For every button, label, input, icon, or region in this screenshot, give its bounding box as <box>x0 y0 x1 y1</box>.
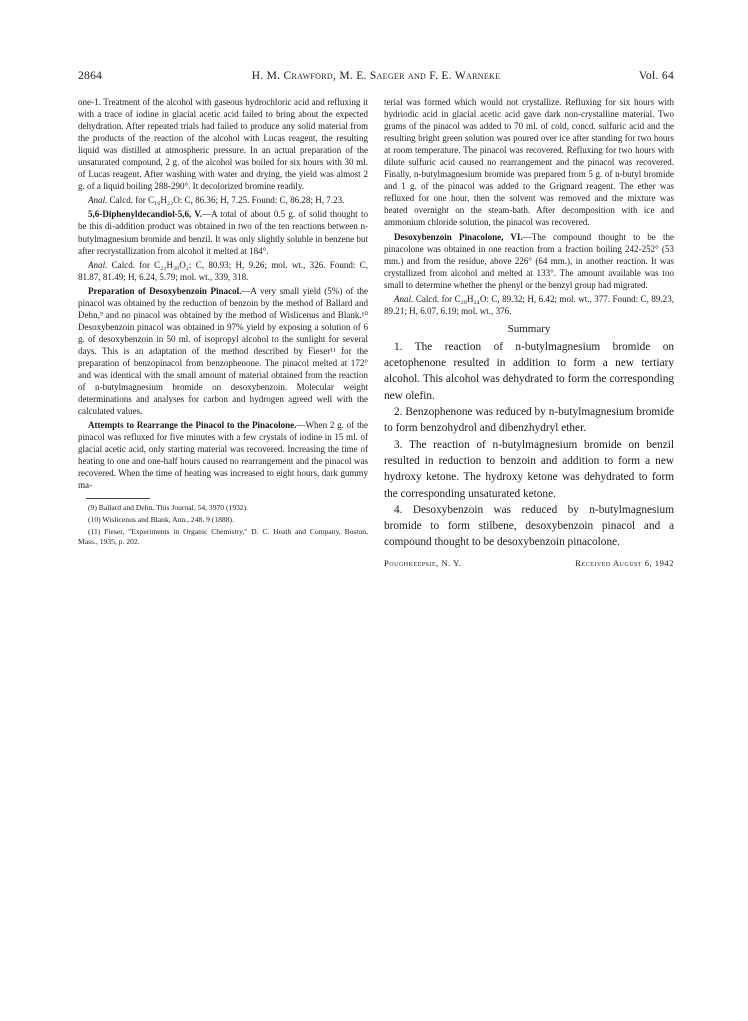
summary-item: 1. The reaction of n-butylmagnesium bromide on acetophenone resulted in addition to form a new tertiary alcohol. This alcohol was dehydrated to form the corresponding new olefin. <box>384 340 674 402</box>
summary-item: 3. The reaction of n-butylmagnesium bromide on benzil resulted in reduction to benzoin and addition to form a new hydroxy ketone. The hydroxy ketone was dehydrated to form the corresponding unsaturated ketone. <box>384 438 674 500</box>
analysis-text: Calcd. for C₂₂H₃₀O₂: C, 80.93; H, 9.26; mol. wt., 326. Found: C, 81.87, 81.49; H, 6.24, 5.79; mol. wt., 339, 318. <box>78 259 368 282</box>
section-rearrangement <box>78 419 368 491</box>
right-column <box>384 96 674 569</box>
place-of-origin: Poughkeepsie, N. Y. <box>384 557 462 568</box>
summary-list <box>384 339 674 551</box>
volume-label: Vol. 64 <box>638 70 674 82</box>
summary-heading: Summary <box>507 322 551 335</box>
analysis-text: Calcd. for C₁₆H₂₂O: C, 86.36; H, 7.25. Found: C, 86.28; H, 7.23. <box>109 195 345 206</box>
section-heading: Desoxybenzoin Pinacolone, VI. <box>394 231 523 242</box>
section-pinacolone <box>384 231 674 291</box>
section-heading: Preparation of Desoxybenzoin Pinacol. <box>88 285 242 296</box>
section-text: —A very small yield (5%) of the pinacol was obtained by the reduction of benzoin by the method of Ballard and Dehn,⁹ and no pinacol was obtained by the method of Wislicenus and Blank.¹⁰ Desoxybenzoin pinacol was obtained in 97% yield by exposing a solution of 6 g. of desoxybenzoin in 50 ml. of isopropyl alcohol to the sunlight for several days. This is an adaptation of the method described by Fieser¹¹ for the preparation of benzopinacol from benzophenone. The pinacol melted at 172° and was identical with the small amount of material obtained from the reaction of n-butylmagnesium bromide on desoxybenzoin. Molecular weight determinations and analyses for carbon and hydrogen agreed well with the calculated values. <box>78 285 368 417</box>
section-heading: 5,6-Diphenyldecandiol-5,6, V. <box>88 209 203 220</box>
analysis-2 <box>78 259 368 283</box>
running-authors: H. M. Crawford, M. E. Saeger and F. E. Warneke <box>251 70 501 82</box>
analysis-label: Anal. <box>88 195 108 206</box>
running-header <box>78 70 674 86</box>
page-number: 2864 <box>78 70 103 82</box>
section-text: —The compound thought to be the pinacolone was obtained in one reaction from a fraction boiling 242-252° (53 mm.) and from the residue, above 226° (64 mm.), in another reaction. It was crystallized from alcohol and melted at 133°. The amount available was too small to determine whether the phenyl or the benzyl group had migrated. <box>384 231 674 290</box>
footnote-11: (11) Fieser, "Experiments in Organic Chemistry," D. C. Heath and Company, Boston, Mass., 1935, p. 202. <box>78 526 368 546</box>
summary-item: 2. Benzophenone was reduced by n-butylmagnesium bromide to form benzohydrol and dibenzhydryl ether. <box>384 406 674 435</box>
section-pinacol-preparation <box>78 285 368 418</box>
footnote-10: (10) Wislicenus and Blank, Ann., 248, 9 (1888). <box>88 514 234 524</box>
analysis-text: Calcd. for C₂₈H₂₄O: C, 89.32; H, 6.42; mol. wt., 377. Found: C, 89.23, 89.21; H, 6.07, 6.19; mol. wt., 376. <box>384 293 674 316</box>
summary-item: 4. Desoxybenzoin was reduced by n-butylmagnesium bromide to form stilbene, desoxybenzoin pinacol and a compound thought to be desoxybenzoin pinacolone. <box>384 503 674 549</box>
paragraph-continued: one-1. Treatment of the alcohol with gaseous hydrochloric acid and refluxing it with a trace of iodine in glacial acetic acid failed to bring about the expected dehydration. After repeated trials had failed to produce any solid material from the products of the reaction of the alcohol with Lucas reagent, the resulting liquid was distilled at atmospheric pressure. In an actual preparation of the unsaturated compound, 2 g. of the alcohol was boiled for six hours with 30 ml. of Lucas reagent. After washing with water and drying, the yield was almost 2 g. of a liquid boiling 288-290°. It decolorized bromine readily. <box>78 97 368 192</box>
section-heading: Attempts to Rearrange the Pinacol to the Pinacolone. <box>88 420 297 431</box>
analysis-1 <box>78 194 368 206</box>
section-text: —When 2 g. of the pinacol was refluxed for five minutes with a few crystals of iodine in 15 ml. of glacial acetic acid, only starting material was recovered. Increasing the time of heating to one and one-half hours caused no rearrangement and the pinacol was recovered. When the time of heating was increased to eight hours, dark gummy ma- <box>78 420 368 491</box>
section-diphenyldecandiol <box>78 208 368 256</box>
footnote-9: (9) Ballard and Dehn, This Journal, 54, 3970 (1932). <box>88 502 249 512</box>
footnote-rule <box>86 498 150 499</box>
paragraph-continued: terial was formed which would not crystallize. Refluxing for six hours with hydriodic acid in glacial acetic acid gave dark non-crystalline material. Two grams of the pinacol was added to 70 ml. of cold, concd. sulfuric acid and the resulting bright green solution was poured over ice after standing for two hours at room temperature. The pinacol was recovered. Refluxing for two hours with dilute sulfuric acid caused no rearrangement and the pinacol was recovered. Finally, n-butylmagnesium bromide was prepared from 5 g. of n-butyl bromide and 1 g. of the pinacol was added to the Grignard reagent. The ether was refluxed for one hour, then the solvent was removed and the mixture was heated overnight on the steam-bath. After decomposition with ice and ammonium chloride solution, the pinacol was recovered. <box>384 97 674 228</box>
left-column <box>78 96 368 547</box>
received-date: Received August 6, 1942 <box>575 557 674 568</box>
analysis-label: Anal. <box>394 293 414 304</box>
section-text: —A total of about 0.5 g. of solid thought to be this di-addition product was obtained in two of the ten reactions between n-butylmagnesium bromide and benzil. It was only slightly soluble in benzene but after recrystallization from alcohol it melted at 184°. <box>78 209 368 256</box>
signature-line <box>384 557 674 569</box>
analysis-3 <box>384 293 674 317</box>
analysis-label: Anal. <box>88 259 108 270</box>
